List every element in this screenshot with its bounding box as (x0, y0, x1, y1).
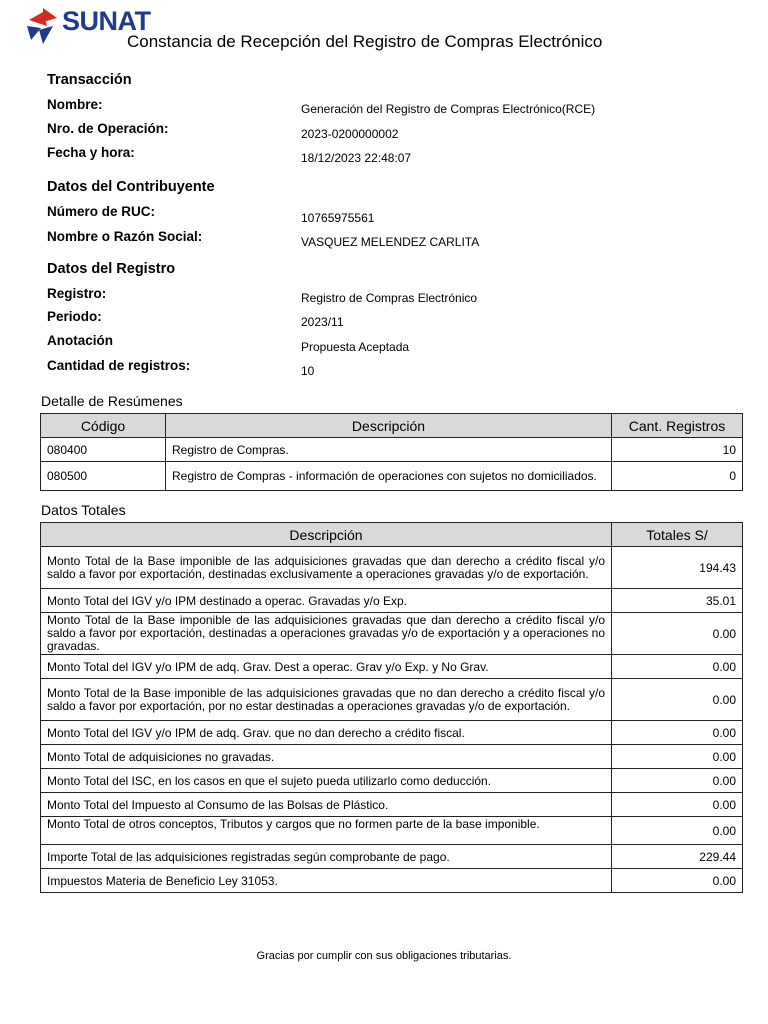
totales-table (40, 522, 743, 893)
descripcion-cell: Monto Total de la Base imponible de las adquisiciones gravadas que dan derecho a crédito fiscal y/o saldo a favor por exportación, destinadas exclusivamente a operaciones gravadas y/o de exportación. (41, 547, 612, 589)
descripcion-cell: Monto Total del IGV y/o IPM destinado a operac. Gravadas y/o Exp. (41, 589, 612, 613)
transaccion-heading: Transacción (47, 72, 132, 88)
razon-social-value: VASQUEZ MELENDEZ CARLITA (301, 235, 480, 249)
registro-heading: Datos del Registro (47, 261, 176, 277)
total-cell: 35.01 (612, 589, 743, 613)
table-row (41, 462, 743, 491)
total-cell: 0.00 (612, 869, 743, 893)
totales-header-row (41, 523, 743, 547)
fecha-value: 18/12/2023 22:48:07 (301, 151, 412, 165)
descripcion-cell: Monto Total de la Base imponible de las adquisiciones gravadas que dan derecho a crédito fiscal y/o saldo a favor por exportación, destinadas a operaciones gravadas y/o de exportación y a operaciones no gravadas. (41, 613, 612, 655)
codigo-cell: 080500 (41, 462, 166, 491)
total-cell: 0.00 (612, 793, 743, 817)
total-cell: 0.00 (612, 769, 743, 793)
descripcion-cell: Registro de Compras - información de operaciones con sujetos no domiciliados. (166, 462, 612, 491)
column-header: Totales S/ (612, 523, 743, 547)
descripcion-cell: Monto Total del ISC, en los casos en que el sujeto pueda utilizarlo como deducción. (41, 769, 612, 793)
table-row (41, 679, 743, 721)
footer-note: Gracias por cumplir con sus obligaciones tributarias. (256, 950, 512, 962)
table-row (41, 817, 743, 845)
table-row (41, 721, 743, 745)
codigo-cell: 080400 (41, 438, 166, 462)
total-cell: 194.43 (612, 547, 743, 589)
table-row (41, 769, 743, 793)
column-header: Cant. Registros (612, 414, 743, 438)
total-cell: 0.00 (612, 817, 743, 845)
table-row (41, 745, 743, 769)
total-cell: 0.00 (612, 745, 743, 769)
descripcion-cell: Monto Total de la Base imponible de las adquisiciones gravadas que no dan derecho a crédito fiscal y/o saldo a favor por exportación, por no estar destinadas a operaciones gravadas y/o de exportación. (41, 679, 612, 721)
column-header: Descripción (41, 523, 612, 547)
descripcion-cell: Monto Total del IGV y/o IPM de adq. Grav. Dest a operac. Grav y/o Exp. y No Grav. (41, 655, 612, 679)
operacion-label: Nro. de Operación: (47, 121, 169, 136)
table-row (41, 655, 743, 679)
total-cell: 0.00 (612, 655, 743, 679)
resumenes-header-row (41, 414, 743, 438)
cantidad-cell: 0 (612, 462, 743, 491)
ruc-label: Número de RUC: (47, 204, 156, 219)
table-row (41, 613, 743, 655)
cantidad-value: 10 (301, 364, 315, 378)
descripcion-cell: Monto Total del Impuesto al Consumo de las Bolsas de Plástico. (41, 793, 612, 817)
registro-value: Registro de Compras Electrónico (301, 291, 478, 305)
anotacion-value: Propuesta Aceptada (301, 340, 410, 354)
resumenes-table (40, 413, 743, 491)
operacion-value: 2023-0200000002 (301, 127, 399, 141)
brand-name: SUNAT (62, 6, 151, 36)
anotacion-label: Anotación (47, 333, 113, 348)
total-cell: 0.00 (612, 613, 743, 655)
periodo-label: Periodo: (47, 309, 102, 324)
contribuyente-heading: Datos del Contribuyente (47, 179, 215, 195)
descripcion-cell: Registro de Compras. (166, 438, 612, 462)
cantidad-label: Cantidad de registros: (47, 358, 191, 373)
ruc-value: 10765975561 (301, 211, 375, 225)
column-header: Descripción (166, 414, 612, 438)
descripcion-cell: Impuestos Materia de Beneficio Ley 31053. (41, 869, 612, 893)
registro-label: Registro: (47, 286, 107, 301)
table-row (41, 547, 743, 589)
descripcion-cell: Importe Total de las adquisiciones registradas según comprobante de pago. (41, 845, 612, 869)
descripcion-cell: Monto Total de adquisiciones no gravadas. (41, 745, 612, 769)
total-cell: 0.00 (612, 721, 743, 745)
nombre-value: Generación del Registro de Compras Electrónico(RCE) (301, 102, 596, 116)
table-row (41, 793, 743, 817)
descripcion-cell: Monto Total del IGV y/o IPM de adq. Grav. que no dan derecho a crédito fiscal. (41, 721, 612, 745)
table-row (41, 438, 743, 462)
total-cell: 229.44 (612, 845, 743, 869)
resumenes-heading: Detalle de Resúmenes (41, 393, 183, 409)
table-row (41, 845, 743, 869)
descripcion-cell: Monto Total de otros conceptos, Tributos y cargos que no formen parte de la base imponible. (41, 817, 612, 845)
cantidad-cell: 10 (612, 438, 743, 462)
nombre-label: Nombre: (47, 97, 103, 112)
fecha-label: Fecha y hora: (47, 145, 135, 160)
column-header: Código (41, 414, 166, 438)
razon-social-label: Nombre o Razón Social: (47, 229, 203, 244)
total-cell: 0.00 (612, 679, 743, 721)
periodo-value: 2023/11 (301, 315, 344, 329)
table-row (41, 589, 743, 613)
table-row (41, 869, 743, 893)
totales-heading: Datos Totales (41, 502, 126, 518)
document-title: Constancia de Recepción del Registro de Compras Electrónico (127, 32, 603, 51)
